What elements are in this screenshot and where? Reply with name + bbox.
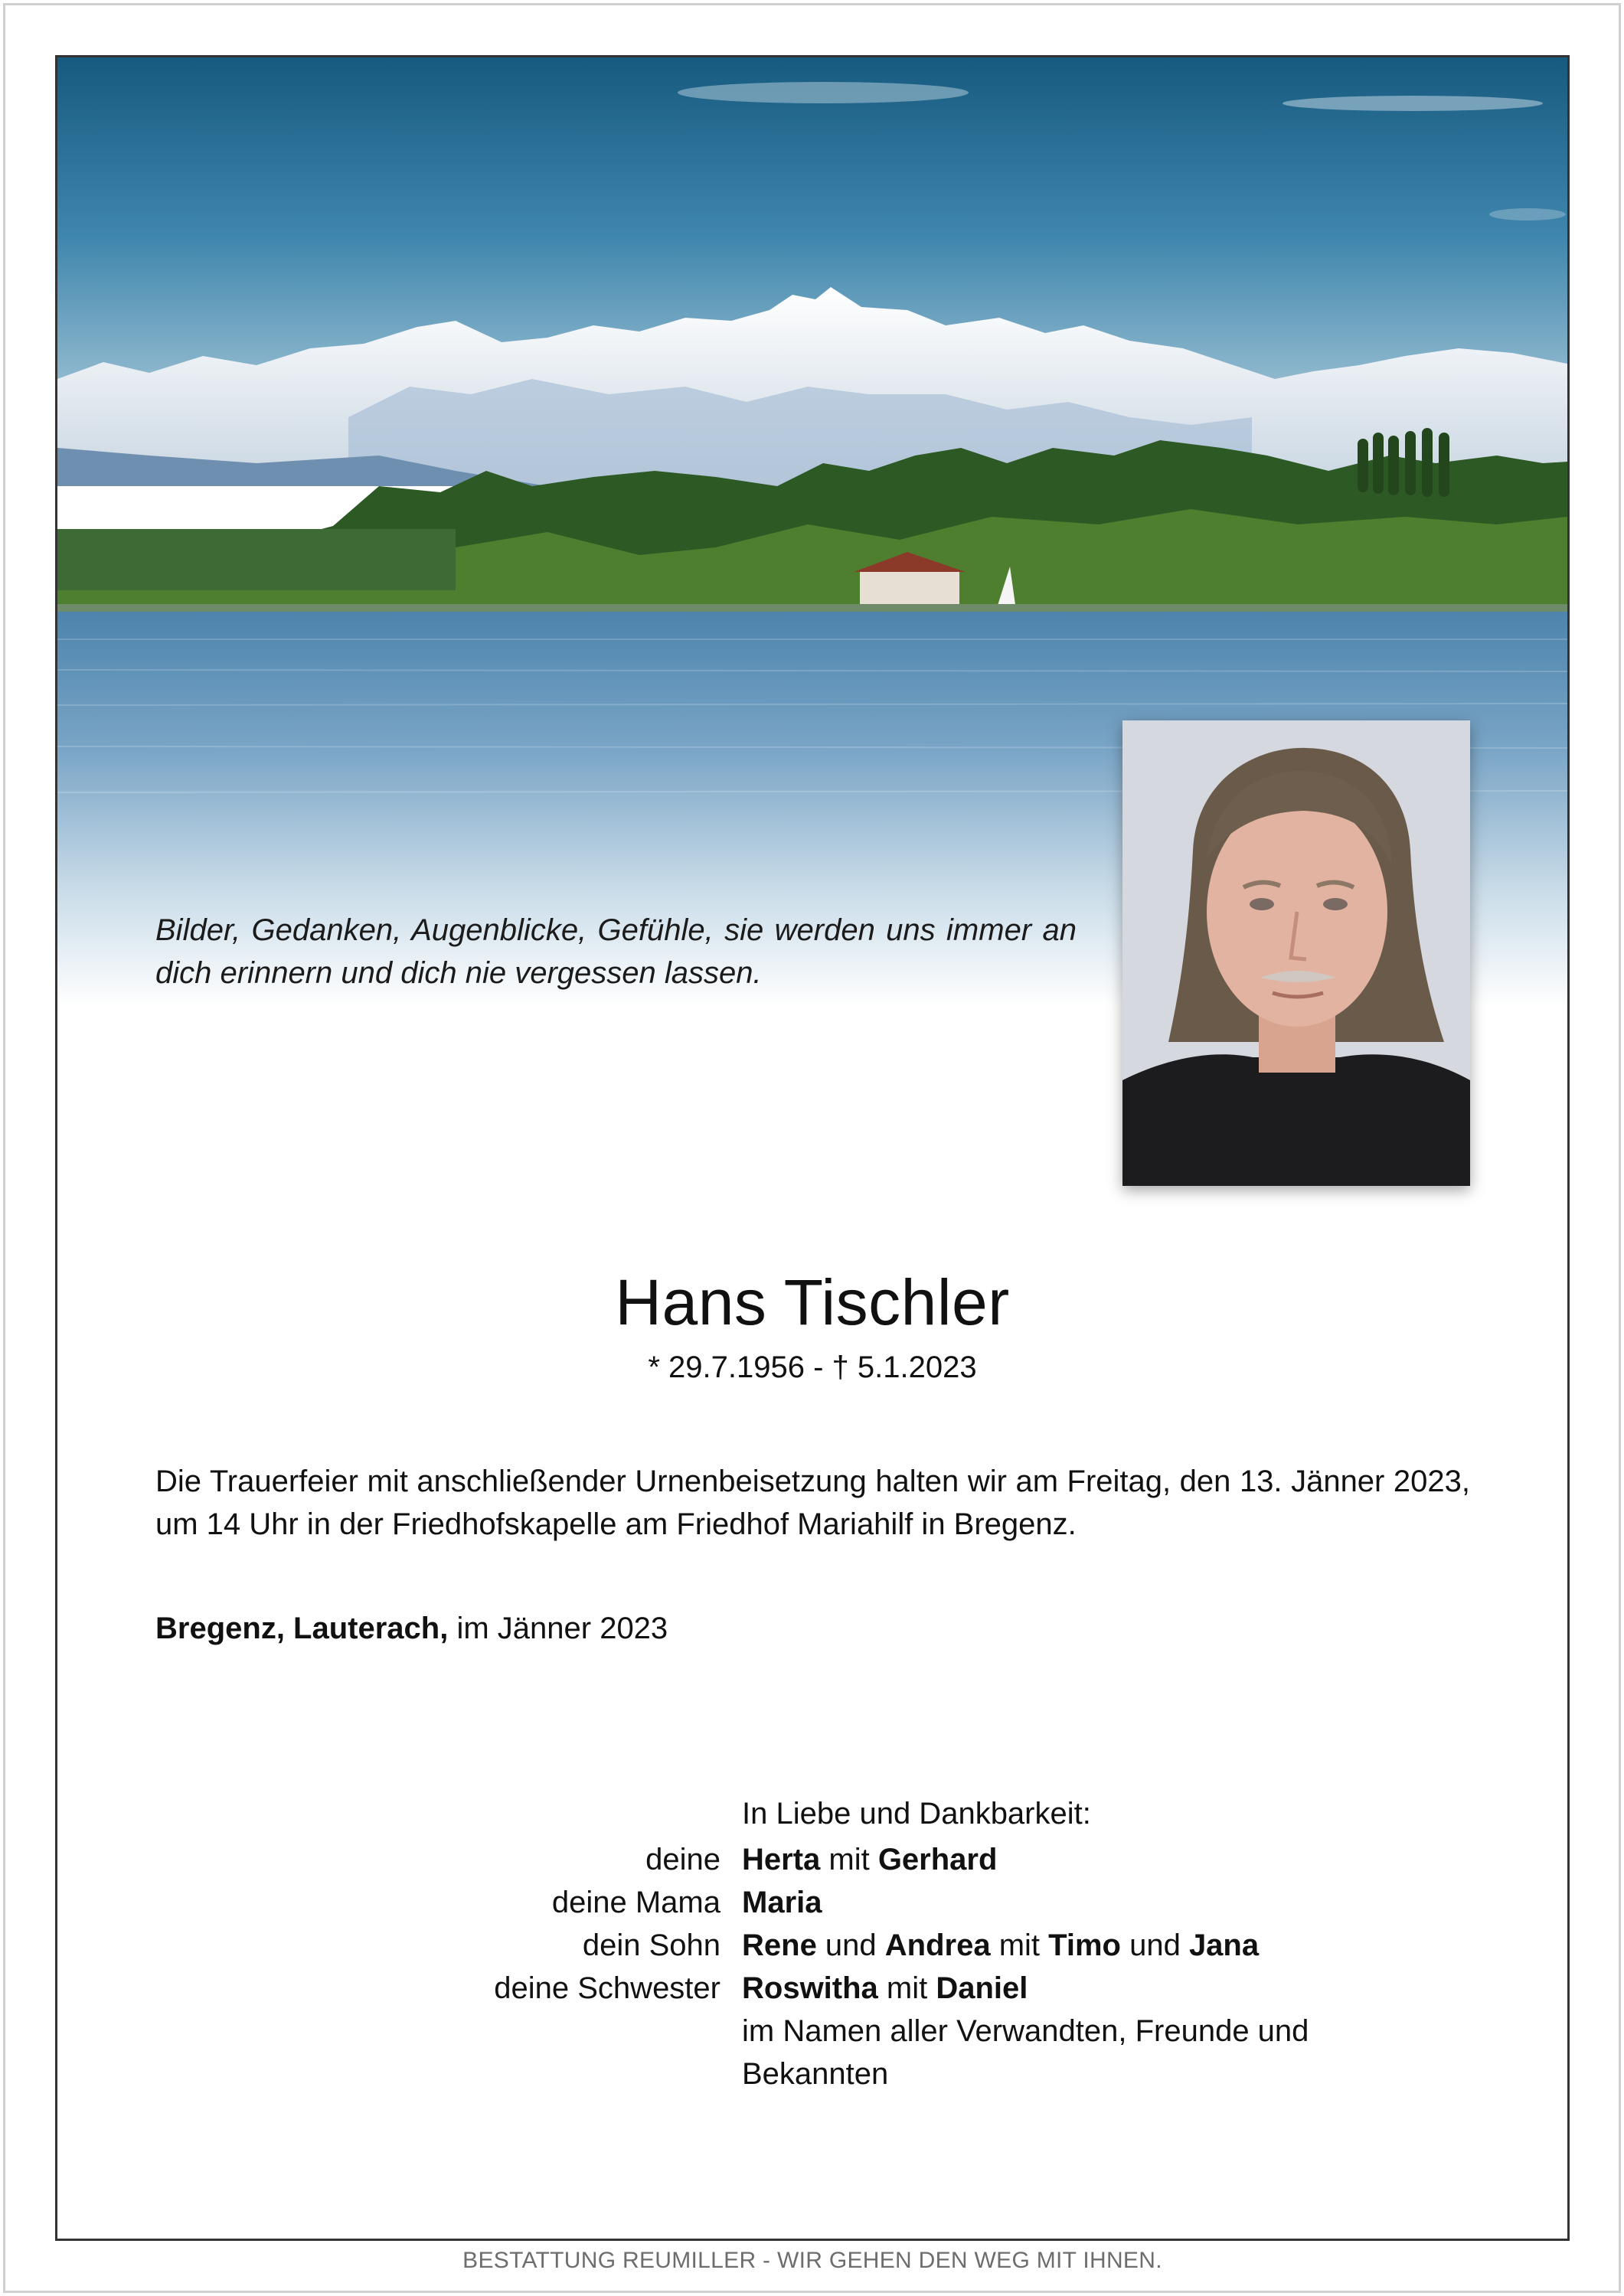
mourner-names (742, 1924, 1400, 1967)
mourner-names (742, 1881, 1400, 1924)
funeral-home-footer: BESTATTUNG REUMILLER - WIR GEHEN DEN WEG MIT IHNEN. (462, 2248, 1162, 2273)
mourner-row (155, 1967, 1470, 2010)
mourner-connector: mit (990, 1929, 1049, 1962)
place-towns: Bregenz, Lauterach, (155, 1612, 449, 1645)
funeral-announcement: Die Trauerfeier mit anschließender Urnenbeisetzung halten wir am Freitag, den 13. Jänner 2023, um 14 Uhr in der Friedhofskapelle am Friedhof Mariahilf in Bregenz. (155, 1465, 1470, 1541)
portrait-photo (1122, 720, 1470, 1186)
mourner-relation: deine Mama (551, 1886, 721, 1919)
mourner-row (155, 1881, 1470, 1924)
mourner-name: Andrea (884, 1929, 991, 1962)
life-dates: * 29.7.1956 - † 5.1.2023 (648, 1350, 977, 1384)
mourner-names (742, 1967, 1400, 2010)
mourner-relation: deine Schwester (494, 1971, 721, 2005)
mourners-list (155, 1792, 1470, 2095)
mourner-relation: dein Sohn (582, 1929, 721, 1962)
mourner-name: Daniel (936, 1971, 1028, 2005)
mourner-name: Rene (742, 1929, 817, 1962)
mourner-names (742, 1838, 1400, 1881)
mourners-closing: im Namen aller Verwandten, Freunde und Bekannten (742, 2014, 1309, 2091)
mourner-connector: mit (820, 1843, 878, 1876)
mourner-name: Jana (1188, 1929, 1260, 1962)
mourner-row (155, 1838, 1470, 1881)
mourner-connector: und (1120, 1929, 1189, 1962)
mourner-name: Herta (742, 1843, 821, 1876)
deceased-name: Hans Tischler (615, 1266, 1010, 1338)
obituary-card (55, 55, 1570, 2273)
mourners-intro: In Liebe und Dankbarkeit: (742, 1797, 1091, 1831)
mourner-name: Gerhard (877, 1843, 998, 1876)
mourner-name: Roswitha (742, 1971, 878, 2005)
mourner-row (155, 1924, 1470, 1967)
place-and-date (155, 1607, 668, 1650)
memorial-quote: Bilder, Gedanken, Augenblicke, Gefühle, sie werden uns immer an dich erinnern und dich nie vergessen lassen. (155, 913, 1077, 990)
mourners-closing-row (155, 2010, 1470, 2095)
mourner-name: Timo (1048, 1929, 1121, 1962)
mourner-rows (155, 1838, 1470, 2010)
mourner-relation: deine (645, 1843, 721, 1876)
mourner-connector: mit (877, 1971, 936, 2005)
mourner-name: Maria (742, 1886, 822, 1919)
place-date: im Jänner 2023 (456, 1612, 668, 1645)
mourners-intro-row (155, 1792, 1470, 1835)
mourner-connector: und (816, 1929, 885, 1962)
